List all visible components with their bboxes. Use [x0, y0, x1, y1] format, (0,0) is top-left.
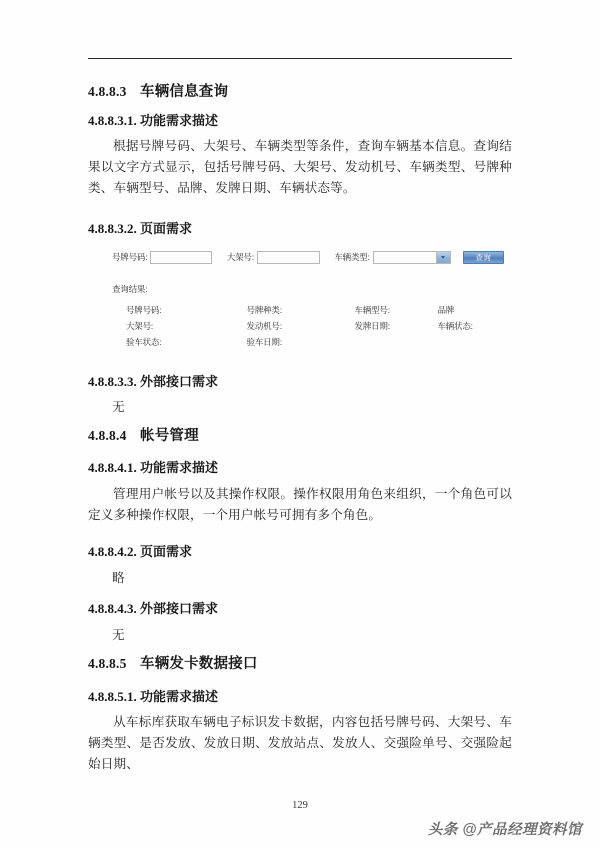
- paragraph-48833: [88, 397, 512, 417]
- search-form-row: [112, 247, 504, 267]
- subheading-48841: [88, 457, 512, 476]
- paragraph-48831: [88, 136, 512, 199]
- watermark: 头条 @产品经理资料馆: [427, 822, 582, 838]
- subheading-48842: [88, 541, 512, 560]
- results-row: [126, 302, 504, 318]
- section-title: 帐号管理: [140, 428, 199, 444]
- vin-label: 大架号:: [226, 252, 254, 262]
- subheading-text: 4.8.8.3.1. 功能需求描述: [88, 113, 219, 128]
- results-grid: [112, 302, 504, 350]
- result-field-label: 验车状态:: [126, 337, 162, 347]
- section-heading-4885: [88, 652, 512, 673]
- result-field-label: 号牌种类:: [246, 305, 282, 315]
- result-field-label: 车辆型号:: [354, 305, 390, 315]
- plate-number-input[interactable]: [150, 251, 212, 264]
- result-field-label: 号牌号码:: [126, 305, 162, 315]
- result-field-label: 品牌: [437, 305, 455, 315]
- paragraph-48841: [88, 484, 512, 526]
- plate-number-field-group: [112, 251, 212, 264]
- subheading-48833: [88, 371, 512, 390]
- section-number: 4.8.8.3: [88, 84, 127, 99]
- plate-number-label: 号牌号码:: [112, 252, 148, 262]
- vehicle-type-select[interactable]: [373, 251, 451, 264]
- section-heading-4884: [88, 424, 512, 445]
- paragraph-text: 管理用户帐号以及其操作权限。操作权限用角色来组织，一个角色可以定义多种操作权限，一个用户帐号可拥有多个角色。: [88, 487, 512, 522]
- paragraph-text: 无: [112, 628, 125, 642]
- paragraph-48842: [88, 568, 512, 588]
- subheading-text: 4.8.8.3.3. 外部接口需求: [88, 374, 219, 389]
- mockup-search-form: [112, 247, 504, 267]
- chevron-down-icon[interactable]: [436, 252, 450, 263]
- subheading-48831: [88, 110, 512, 129]
- subheading-text: 4.8.8.5.1. 功能需求描述: [88, 689, 219, 704]
- result-field-label: 验车日期:: [246, 337, 282, 347]
- result-field-label: 车辆状态:: [437, 321, 473, 331]
- vin-field-group: [227, 251, 320, 264]
- page-number: 129: [292, 800, 308, 811]
- subheading-text: 4.8.8.4.3. 外部接口需求: [88, 601, 219, 616]
- section-title: 车辆信息查询: [140, 84, 229, 100]
- result-field-label: 发动机号:: [246, 321, 282, 331]
- vehicle-type-field-group: [334, 251, 450, 264]
- subheading-text: 4.8.8.4.2. 页面需求: [88, 544, 193, 559]
- paragraph-text: 略: [112, 571, 125, 585]
- section-number: 4.8.8.4: [88, 428, 127, 443]
- subheading-48832: [88, 218, 512, 237]
- vehicle-type-label: 车辆类型:: [334, 252, 370, 262]
- paragraph-48843: [88, 625, 512, 645]
- subheading-48843: [88, 598, 512, 617]
- results-row: [126, 318, 504, 334]
- section-title: 车辆发卡数据接口: [140, 656, 258, 672]
- results-row: [126, 334, 504, 350]
- paragraph-text: 根据号牌号码、大架号、车辆类型等条件，查询车辆基本信息。查询结果以文字方式显示，包括号牌号码、大架号、发动机号、车辆类型、号牌种类、车辆型号、品牌、发牌日期、车辆状态等。: [88, 139, 512, 195]
- paragraph-text: 无: [112, 400, 125, 414]
- section-number: 4.8.8.5: [88, 656, 127, 671]
- paragraph-text: 从车标库获取车辆电子标识发卡数据，内容包括号牌号码、大架号、车辆类型、是否发放、发放日期、发放站点、发放人、交强险单号、交强险起始日期、: [88, 715, 512, 771]
- subheading-text: 4.8.8.4.1. 功能需求描述: [88, 460, 219, 475]
- paragraph-48851: [88, 712, 512, 775]
- subheading-text: 4.8.8.3.2. 页面需求: [88, 221, 193, 236]
- vin-input[interactable]: [257, 251, 320, 264]
- subheading-48851: [88, 686, 512, 705]
- result-field-label: 大架号:: [126, 321, 154, 331]
- results-title: 查询结果:: [112, 284, 148, 294]
- mockup-results-panel: [112, 283, 504, 350]
- query-button[interactable]: 查询: [463, 251, 504, 264]
- result-field-label: 发牌日期:: [354, 321, 390, 331]
- section-heading-4883: [88, 80, 512, 101]
- header-rule: [88, 58, 512, 59]
